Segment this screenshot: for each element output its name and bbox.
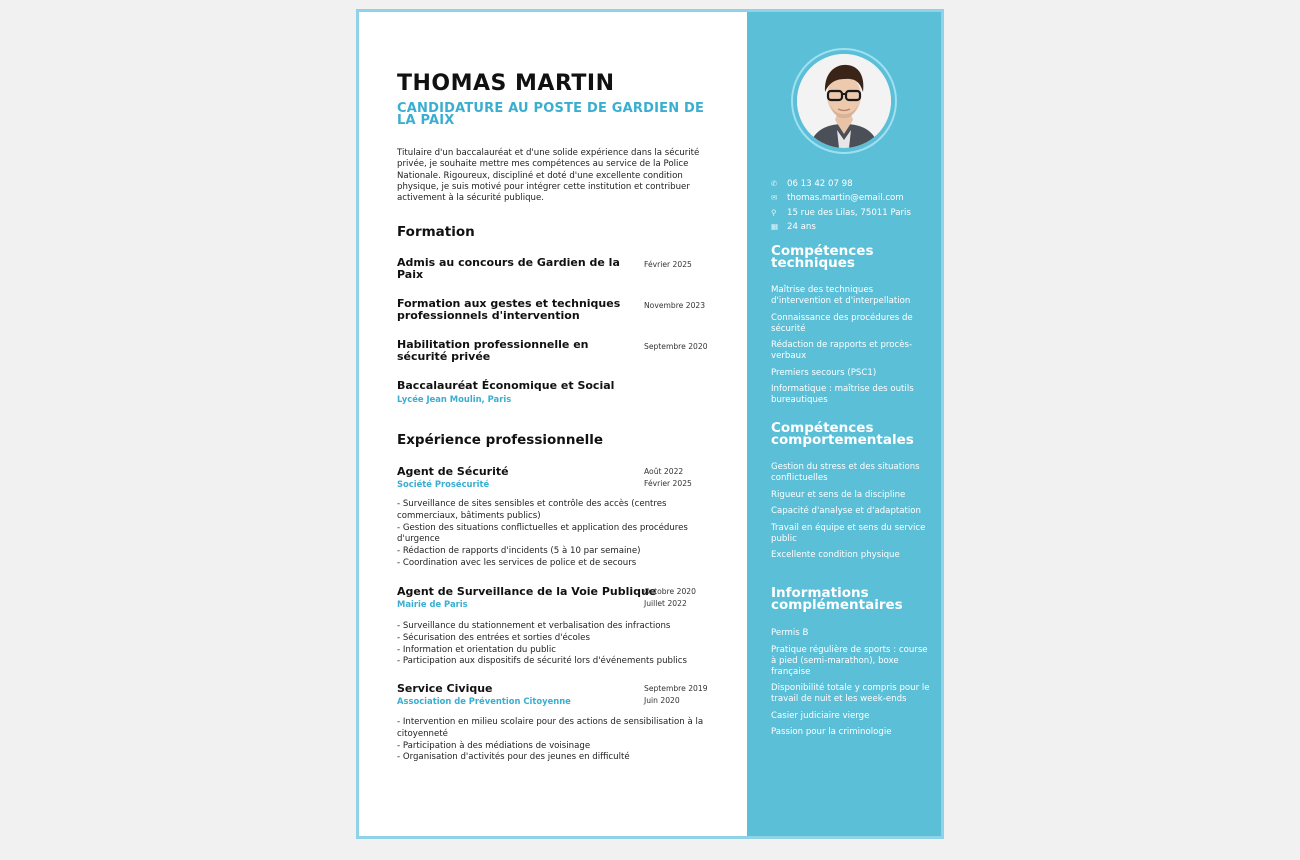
email-icon: ✉ xyxy=(771,193,778,203)
list-item: Passion pour la criminologie xyxy=(771,727,892,737)
additional-info-list xyxy=(771,628,931,744)
job-entry-title: Service Civique xyxy=(397,682,493,695)
job-date-end: Juillet 2022 xyxy=(644,598,687,608)
list-item: Rédaction de rapports et procès-verbaux xyxy=(771,340,913,361)
job-entry-company: Mairie de Paris xyxy=(397,599,468,609)
additional-info-heading: Informations complémentaires xyxy=(771,585,903,613)
contact-email: ✉ thomas.martin@email.com xyxy=(771,191,911,205)
job-task: - Organisation d'activités pour des jeunes en difficulté xyxy=(397,752,630,763)
list-item: Connaissance des procédures de sécurité xyxy=(771,312,913,334)
education-date: Février 2025 xyxy=(644,260,692,269)
list-item: Pratique régulière de sports : course à pied (semi-marathon), boxe française xyxy=(771,644,928,677)
list-item: Travail en équipe et sens du service public xyxy=(771,522,926,544)
job-task-list xyxy=(397,621,719,668)
education-school: Lycée Jean Moulin, Paris xyxy=(397,394,512,404)
job-entry-company: Association de Prévention Citoyenne xyxy=(397,696,571,706)
job-entry-company: Société Prosécurité xyxy=(397,479,490,489)
job-task: - Participation aux dispositifs de sécurité lors d'événements publics xyxy=(397,656,687,667)
phone-icon: ✆ xyxy=(771,179,778,188)
job-task-list xyxy=(397,499,719,570)
list-item: Casier judiciaire vierge xyxy=(771,710,870,721)
job-task: - Surveillance du stationnement et verbalisation des infractions xyxy=(397,621,671,631)
job-task: - Sécurisation des entrées et sorties d'écoles xyxy=(397,632,590,643)
soft-skills-heading: Compétences comportementales xyxy=(771,420,914,448)
job-task: - Coordination avec les services de police et de secours xyxy=(397,557,637,568)
sidebar xyxy=(747,12,941,836)
profile-summary: Titulaire d'un baccalauréat et d'une solide expérience dans la sécurité privée, je souhaite mettre mes compétences au service de la Police Nationale. Rigoureux, discipliné et doté d'une excellente condition physique, je suis motivé pour intégrer cette institution et contribuer activement à la sécurité publique. xyxy=(397,148,700,204)
profile-photo xyxy=(797,54,891,148)
education-title: Admis au concours de Gardien de la Paix xyxy=(397,256,620,281)
job-task: - Rédaction de rapports d'incidents (5 à 10 par semaine) xyxy=(397,546,641,557)
job-entry-title: Agent de Sécurité xyxy=(397,465,509,478)
candidate-name: THOMAS MARTIN xyxy=(397,71,615,96)
job-date-start: Août 2022 xyxy=(644,467,684,476)
job-date-start: Octobre 2020 xyxy=(644,587,696,596)
resume-sheet xyxy=(356,9,944,839)
list-item: Capacité d'analyse et d'adaptation xyxy=(771,506,922,516)
main-column xyxy=(359,12,747,836)
contact-phone: ✆ 06 13 42 07 98 xyxy=(771,177,911,191)
job-task: - Surveillance de sites sensibles et contrôle des accès (centres commerciaux, bâtiments publics) xyxy=(397,499,667,521)
job-entry-title: Agent de Surveillance de la Voie Publique xyxy=(397,585,657,598)
education-title: Baccalauréat Économique et Social xyxy=(397,379,615,392)
list-item: Rigueur et sens de la discipline xyxy=(771,489,906,500)
education-title: Habilitation professionnelle en sécurité privée xyxy=(397,338,589,363)
education-heading: Formation xyxy=(397,224,475,240)
education-title: Formation aux gestes et techniques professionnels d'intervention xyxy=(397,297,621,322)
job-task: - Gestion des situations conflictuelles et application des procédures d'urgence xyxy=(397,522,688,545)
job-task: - Intervention en milieu scolaire pour des actions de sensibilisation à la citoyenneté xyxy=(397,717,704,739)
list-item: Informatique : maîtrise des outils bureautiques xyxy=(771,384,914,405)
job-entry-dates xyxy=(644,586,696,609)
job-title: CANDIDATURE AU POSTE DE GARDIEN DE LA PAIX xyxy=(397,101,705,128)
job-date-start: Septembre 2019 xyxy=(644,684,708,693)
contact-list xyxy=(771,177,911,235)
tech-skills-heading: Compétences techniques xyxy=(771,243,874,271)
list-item: Permis B xyxy=(771,628,809,638)
list-item: Excellente condition physique xyxy=(771,550,900,560)
contact-address: ⚲ 15 rue des Lilas, 75011 Paris xyxy=(771,206,911,220)
list-item: Disponibilité totale y compris pour le travail de nuit et les week-ends xyxy=(771,683,930,704)
job-date-end: Juin 2020 xyxy=(644,695,680,705)
job-date-end: Février 2025 xyxy=(644,478,692,488)
list-item: Premiers secours (PSC1) xyxy=(771,367,877,378)
calendar-icon: ▦ xyxy=(771,222,779,232)
tech-skills-list xyxy=(771,285,931,412)
job-entry-dates xyxy=(644,466,692,489)
location-icon: ⚲ xyxy=(771,207,777,217)
contact-age: ▦ 24 ans xyxy=(771,220,911,234)
job-entry-dates xyxy=(644,683,708,706)
education-date: Septembre 2020 xyxy=(644,342,708,351)
experience-heading: Expérience professionnelle xyxy=(397,432,604,448)
job-task: - Participation à des médiations de voisinage xyxy=(397,740,591,751)
list-item: Maîtrise des techniques d'intervention et d'interpellation xyxy=(771,285,911,306)
job-task: - Information et orientation du public xyxy=(397,644,556,655)
job-task-list xyxy=(397,717,719,764)
list-item: Gestion du stress et des situations conflictuelles xyxy=(771,462,920,483)
soft-skills-list xyxy=(771,462,931,567)
education-date: Novembre 2023 xyxy=(644,301,706,310)
